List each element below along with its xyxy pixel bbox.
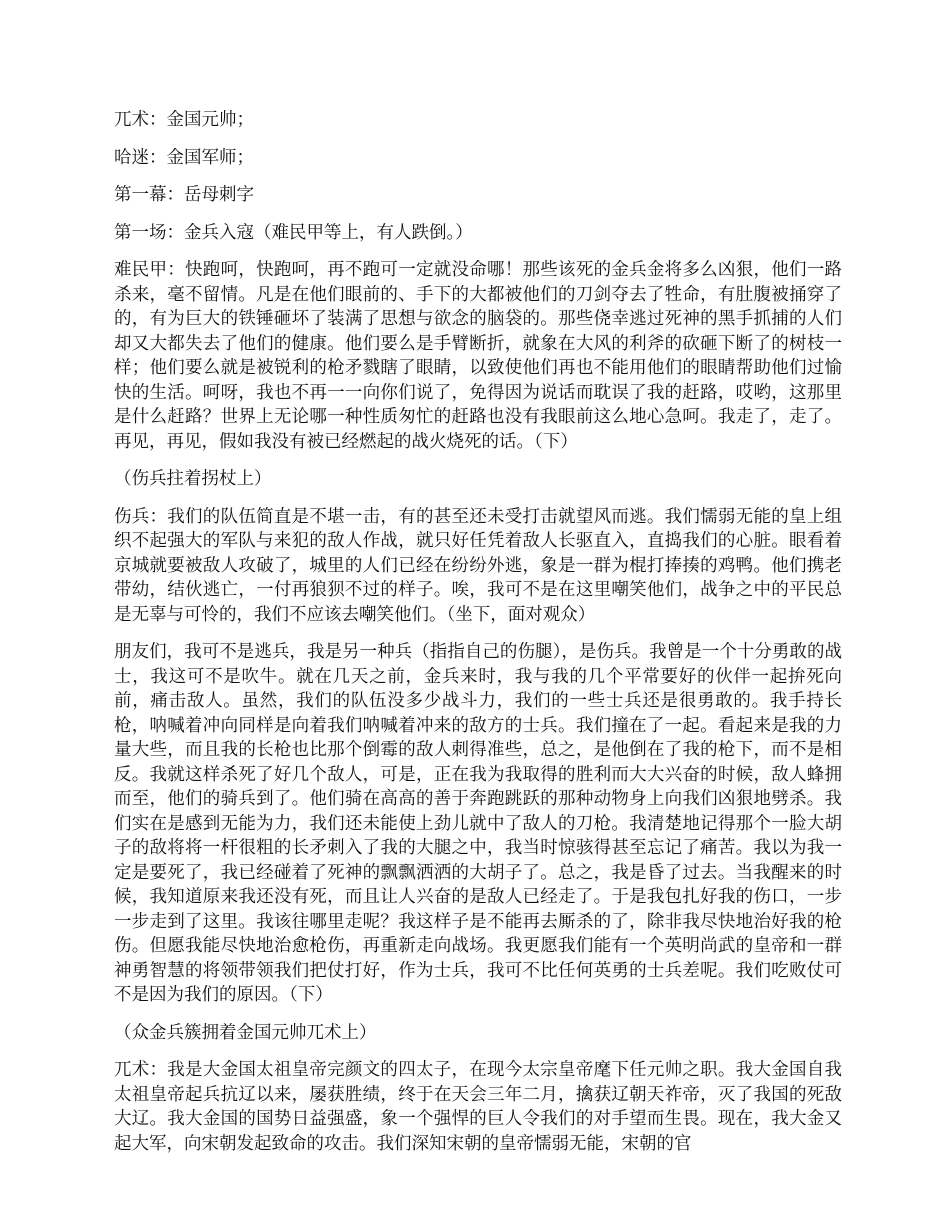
- scene-heading: 第一场：金兵入寇（难民甲等上，有人跌倒。）: [114, 222, 473, 243]
- character-line-hami: 哈迷：金国军师；: [114, 147, 254, 168]
- dialogue-wounded-soldier-continued: 朋友们，我可不是逃兵，我是另一种兵（指指自己的伤腿），是伤兵。我曾是一个十分勇敢的战士，我这可不是吹牛。就在几天之前，金兵来时，我与我的几个平常要好的伙伴一起拚死向前，痛击敌人。虽然，我们的队伍没多少战斗力，我们的一些士兵还是很勇敢的。我手持长枪，呐喊着冲向同样是向着我们呐喊着冲来的敌方的士兵。我们撞在了一起。看起来是我的力量大些，而且我的长枪也比那个倒霉的敌人刺得准些，总之，是他倒在了我的枪下，而不是相反。我就这样杀死了好几个敌人，可是，正在我为我取得的胜利而大大兴奋的时候，敌人蜂拥而至，他们的骑兵到了。他们骑在高高的善于奔跑跳跃的那种动物身上向我们凶狠地劈杀。我们实在是感到无能为力，我们还未能使上劲儿就中了敌人的刀枪。我清楚地记得那个一脸大胡子的敌将将一杆很粗的长矛刺入了我的大腿之中，我当时惊骇得甚至忘记了痛苦。我以为我一定是要死了，我已经碰着了死神的飘飘洒洒的大胡子了。总之，我是昏了过去。当我醒来的时候，我知道原来我还没有死，而且让人兴奋的是敌人已经走了。于是我包扎好我的伤口，一步一步走到了这里。我该往哪里走呢？我这样子是不能再去厮杀的了，除非我尽快地治好我的枪伤。但愿我能尽快地治愈枪伤，再重新走向战场。我更愿我们能有一个英明尚武的皇帝和一群神勇智慧的将领带领我们把仗打好，作为士兵，我可不比任何英勇的士兵差呢。我们吃败仗可不是因为我们的原因。（下）: [114, 642, 842, 1005]
- stage-direction-wounded-enter: （伤兵拄着拐杖上）: [114, 469, 272, 489]
- character-line-wushu: 兀术：金国元帅；: [114, 110, 254, 130]
- dialogue-refugee: 难民甲：快跑呵，快跑呵，再不跑可一定就没命哪！那些该死的金兵金将多么凶狠，他们一路杀来，毫不留情。凡是在他们眼前的、手下的大都被他们的刀剑夺去了牲命，有肚腹被捅穿了的，有为巨大的铁锤砸坏了装满了思想与欲念的脑袋的。那些侥幸逃过死神的黑手抓捕的人们却又大都失去了他们的健康。他们要么是手臂断折，就象在大风的利斧的砍砸下断了的树枝一样；他们要么就是被锐利的枪矛戮瞎了眼睛，以致使他们再也不能用他们的眼睛帮助他们过愉快的生活。呵呀，我也不再一一向你们说了，免得因为说话而耽误了我的赶路，哎哟，这那里是什么赶路？世界上无论哪一种性质匆忙的赶路也没有我眼前这么地心急呵。我走了，走了。再见，再见，假如我没有被已经燃起的战火烧死的话。（下）: [114, 260, 842, 452]
- dialogue-wushu: 兀术：我是大金国太祖皇帝完颜文的四太子，在现今太宗皇帝麾下任元帅之职。我大金国自我太祖皇帝起兵抗辽以来，屡获胜绩，终于在天会三年二月，擒获辽朝天祚帝，灭了我国的死敌大辽。我大金国的国势日益强盛，象一个强悍的巨人令我们的对手望而生畏。现在，我大金又起大军，向宋朝发起致命的攻击。我们深知宋朝的皇帝懦弱无能，宋朝的官: [114, 1060, 842, 1154]
- act-heading: 第一幕：岳母刺字: [114, 185, 254, 205]
- dialogue-wounded-soldier: 伤兵：我们的队伍简直是不堪一击，有的甚至还未受打击就望风而逃。我们懦弱无能的皇上组织不起强大的军队与来犯的敌人作战，就只好任凭着敌人长驱直入，直捣我们的心脏。眼看着京城就要被敌人攻破了，城里的人们已经在纷纷外逃，象是一群为棍打捧揍的鸡鸭。他们携老带幼，结伙逃亡，一付再狼狈不过的样子。唉，我可不是在这里嘲笑他们，战争之中的平民总是无辜与可怜的，我们不应该去嘲笑他们。（坐下，面对观众）: [114, 506, 842, 625]
- document-page: [114, 108, 842, 1169]
- stage-direction-jin-soldiers-enter: （众金兵簇拥着金国元帅兀术上）: [114, 1022, 377, 1043]
